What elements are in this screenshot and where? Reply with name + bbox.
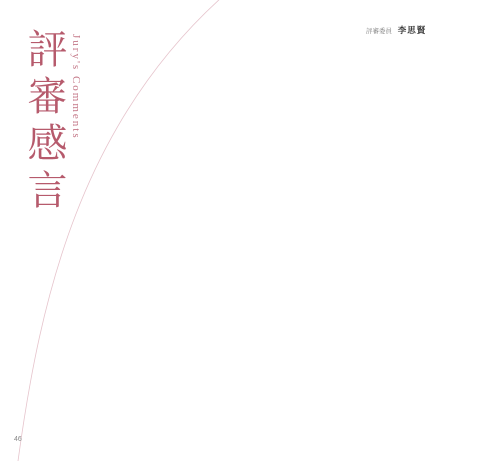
page-subtitle: Jury's Comments bbox=[70, 34, 82, 140]
juror-role: 評審委員 bbox=[366, 27, 392, 35]
juror-name: 李思賢 bbox=[397, 26, 427, 36]
text-column-right bbox=[286, 50, 460, 400]
page-title: 評審感言 bbox=[21, 28, 67, 216]
page-number: 46 bbox=[14, 436, 22, 443]
text-column-left bbox=[103, 50, 275, 444]
juror-credit bbox=[366, 24, 426, 36]
